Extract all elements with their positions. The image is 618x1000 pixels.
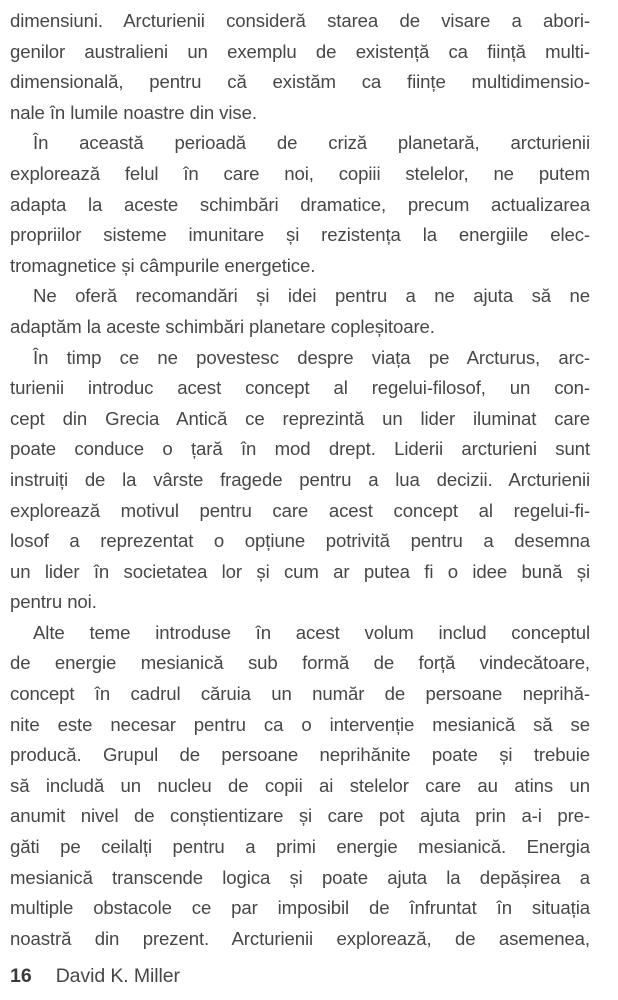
text-line: pentru noi. <box>10 591 97 613</box>
text-line: propriilor sisteme imunitare și rezistența la energiile elec- <box>10 224 590 246</box>
text-line: Ne oferă recomandări și idei pentru a ne ajuta să ne <box>33 285 590 307</box>
page-text <box>10 6 590 954</box>
text-line: În timp ce ne povestesc despre viața pe Arcturus, arc- <box>33 346 590 368</box>
text-line: de energie mesianică sub formă de forță vindecătoare, <box>10 652 590 674</box>
text-line: turienii introduc acest concept al regelui-filosof, un con- <box>10 377 590 399</box>
text-line: multiple obstacole ce par imposibil de înfruntat în situația <box>10 897 590 919</box>
text-line: losof a reprezentat o opțiune potrivită pentru a desemna <box>10 530 590 552</box>
text-line: dimensională, pentru că existăm ca ființe multidimensio- <box>10 71 590 93</box>
running-footer-author: David K. Miller <box>55 965 180 987</box>
text-line: noastră din prezent. Arcturienii explorează, de asemenea, <box>10 927 590 949</box>
text-line: anumit nivel de conștientizare și care pot ajuta prin a-i pre- <box>10 805 590 827</box>
text-line: genilor australieni un exemplu de existență ca ființă multi- <box>10 40 590 62</box>
page-number: 16 <box>10 965 32 987</box>
text-line: dimensiuni. Arcturienii consideră starea de visare a abori- <box>10 10 590 31</box>
text-line: În această perioadă de criză planetară, arcturienii <box>33 132 590 154</box>
text-line: nite este necesar pentru ca o intervenție mesianică să se <box>10 713 590 735</box>
running-footer <box>10 964 180 988</box>
text-line: adaptăm la aceste schimbări planetare copleșitoare. <box>10 315 435 337</box>
text-line: tromagnetice și câmpurile energetice. <box>10 254 316 276</box>
text-line: adapta la aceste schimbări dramatice, precum actualizarea <box>10 193 590 215</box>
text-line: să includă un nucleu de copii ai stelelor care au atins un <box>10 774 590 796</box>
text-line: găti pe ceilalți pentru a primi energie mesianică. Energia <box>10 836 590 858</box>
text-line: concept în cadrul căruia un număr de persoane neprihă- <box>10 683 590 705</box>
text-line: poate conduce o țară în mod drept. Liderii arcturieni sunt <box>10 438 590 460</box>
text-line: nale în lumile noastre din vise. <box>10 101 257 123</box>
text-line: explorează felul în care noi, copiii stelelor, ne putem <box>10 162 590 184</box>
text-line: mesianică transcende logica și poate ajuta la depășirea a <box>10 866 590 888</box>
text-line: producă. Grupul de persoane neprihănite poate și trebuie <box>10 744 590 766</box>
text-line: instruiți de la vârste fragede pentru a lua decizii. Arcturienii <box>10 468 590 490</box>
text-line: Alte teme introduse în acest volum includ conceptul <box>33 621 590 643</box>
text-line: un lider în societatea lor și cum ar putea fi o idee bună și <box>10 560 590 582</box>
text-line: explorează motivul pentru care acest concept al regelui-fi- <box>10 499 590 521</box>
text-line: cept din Grecia Antică ce reprezintă un lider iluminat care <box>10 407 590 429</box>
